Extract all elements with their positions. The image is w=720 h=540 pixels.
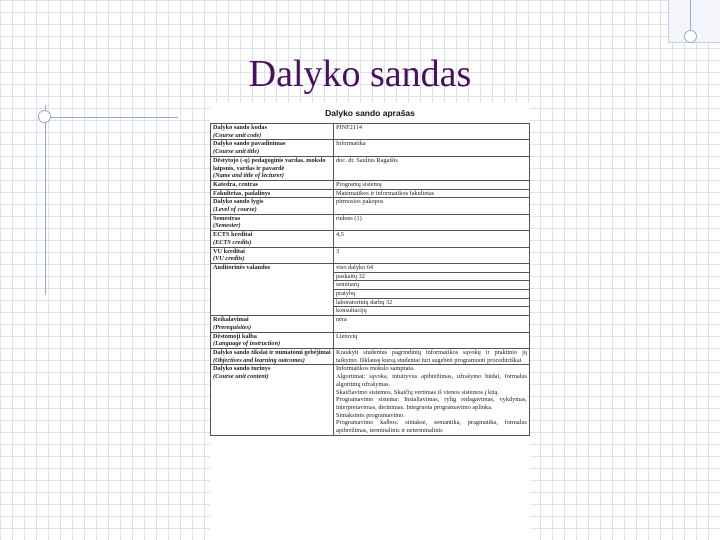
row-label: Dėstytojo (-ų) pedagoginis vardas, mokslo laipsnis, vardas ir pavardė	[213, 156, 326, 172]
table-row	[211, 189, 530, 198]
hours-cell	[334, 281, 530, 290]
table-row	[211, 214, 530, 230]
row-value-cell	[334, 332, 530, 348]
content-label-en: (Course unit content)	[213, 373, 269, 381]
table-row	[211, 332, 530, 348]
row-value: Informatika	[336, 140, 366, 148]
row-label-cell	[211, 332, 334, 348]
hours-cell	[334, 307, 530, 316]
left-decoration-vertical-line	[45, 105, 46, 295]
row-label: Dalyko sando pavadinimas	[213, 140, 286, 148]
row-value: Lietuvių	[336, 332, 358, 340]
hours-value: paskaitų 32	[336, 272, 365, 280]
row-label: Dalyko sando lygis	[213, 198, 264, 206]
row-value: PINF2114	[336, 124, 363, 131]
document-heading: Dalyko sando aprašas	[325, 108, 415, 118]
table-row	[211, 365, 530, 435]
table-row	[211, 156, 530, 180]
row-label-en: (Language of instruction)	[213, 340, 281, 348]
row-value: 4,5	[336, 231, 344, 239]
row-label: Katedra, centras	[213, 180, 259, 188]
slide-title: Dalyko sandas	[248, 53, 472, 95]
table-row	[211, 348, 530, 364]
hours-cell	[334, 290, 530, 299]
row-value-cell	[334, 316, 530, 332]
row-label-en: (Course unit code)	[213, 131, 262, 139]
row-label-en: (Level of course)	[213, 206, 257, 214]
hours-value: konsultacijų	[336, 307, 367, 315]
row-value-cell	[334, 348, 530, 364]
row-label-cell	[211, 231, 334, 247]
row-label-cell	[211, 198, 334, 214]
row-value: pirmosios pakopos	[336, 198, 384, 206]
row-value-cell	[334, 124, 530, 140]
course-table	[210, 123, 530, 436]
row-label-en: (Prerequisites)	[213, 323, 252, 331]
hours-value: pratybų	[336, 290, 356, 298]
row-label: Reikalavimai	[213, 316, 249, 324]
row-value: Programų sistemų	[336, 180, 382, 188]
hours-value: seminarų	[336, 281, 360, 289]
content-item: Informatikos mokslo samprata.	[336, 365, 415, 373]
content-label-cell	[211, 365, 334, 435]
row-label-en: (VU credits)	[213, 255, 245, 263]
hours-cell	[334, 272, 530, 281]
row-value: 3	[336, 247, 340, 255]
content-item: Algoritmai: sąvoka, intuityvus apibrėžimas, užrašymo būdai, formalus algoritmų užrašymas.	[336, 373, 527, 388]
row-label-cell	[211, 140, 334, 156]
row-label-cell	[211, 189, 334, 198]
table-row	[211, 316, 530, 332]
table-row	[211, 198, 530, 214]
row-value-cell	[334, 180, 530, 189]
row-value-cell	[334, 189, 530, 198]
row-value-cell	[334, 231, 530, 247]
row-label-cell	[211, 156, 334, 180]
table-row	[211, 231, 530, 247]
table-row	[211, 180, 530, 189]
row-label-cell	[211, 348, 334, 364]
content-item: Skaičiavimo sistemos. Skaičių vertimas iš vienos sistemos į kitą.	[336, 388, 500, 396]
hours-label-cell	[211, 263, 334, 315]
hours-value: laboratorinių darbų 32	[336, 298, 393, 306]
table-row	[211, 140, 530, 156]
hours-cell	[334, 263, 530, 272]
left-decoration-horizontal-line	[38, 117, 178, 118]
content-item: Programavimo kalbos: sintaksė, semantika, pragmatika, formalus apibrėžimas, terminalinis ir neterminalinis	[336, 419, 527, 435]
table-row	[211, 124, 530, 140]
row-label: Dalyko sando kodas	[213, 124, 267, 131]
row-label-en: (Course unit title)	[213, 148, 260, 156]
row-label-en: (Semester)	[213, 222, 241, 230]
row-value-cell	[334, 214, 530, 230]
row-label-cell	[211, 247, 334, 263]
row-label-en: (Name and title of lecturer)	[213, 172, 285, 180]
content-item: Programavimo sistema: Instaliavimas, rylig redagavimas, vykdymas, interpretavimas, derinimas. Integruota programavimo aplinka.	[336, 396, 527, 411]
row-label-cell	[211, 124, 334, 140]
row-value: Kraukyti studentus pagrindinių informatikos sąvokų ir praktinio jų taikymo. Išklausę kursą studentai turi sugebėti programuoti procedūriškai	[336, 348, 527, 364]
row-value-cell	[334, 140, 530, 156]
row-label-en: (ECTS credits)	[213, 238, 252, 246]
course-document	[210, 103, 530, 540]
row-value: Matematikos ir informatikos fakultetas	[336, 189, 435, 197]
row-label-en: (Objectives and learning outcomes)	[213, 356, 305, 364]
row-label-cell	[211, 214, 334, 230]
table-row	[211, 247, 530, 263]
row-label: Fakultetas, padalinys	[213, 189, 271, 197]
row-value-cell	[334, 198, 530, 214]
row-label: ECTS kreditai	[213, 231, 253, 239]
row-value: nėra	[336, 316, 347, 324]
row-value-cell	[334, 156, 530, 180]
hours-cell	[334, 298, 530, 307]
hours-value: viso dalyko 64	[336, 263, 374, 271]
row-label-cell	[211, 316, 334, 332]
content-item: Sintaksinės programavimo.	[336, 411, 405, 419]
row-label-cell	[211, 180, 334, 189]
row-label: VU kreditai	[213, 247, 245, 255]
row-value: doc. dr. Saulius Ragaišis	[336, 156, 398, 164]
corner-decoration-circle	[684, 30, 697, 43]
row-label: Dalyko sando tikslai ir numatomi gebėjimai	[213, 348, 331, 356]
left-decoration-circle	[38, 110, 51, 123]
row-value-cell	[334, 247, 530, 263]
row-label: Dėstomoji kalba	[213, 332, 257, 340]
table-row	[211, 263, 530, 272]
content-label: Dalyko sando turinys	[213, 365, 271, 373]
row-label: Semestras	[213, 214, 241, 222]
hours-label: Auditorinės valandos	[213, 263, 271, 271]
row-value: rudens (1)	[336, 214, 362, 222]
content-value-cell	[334, 365, 530, 435]
